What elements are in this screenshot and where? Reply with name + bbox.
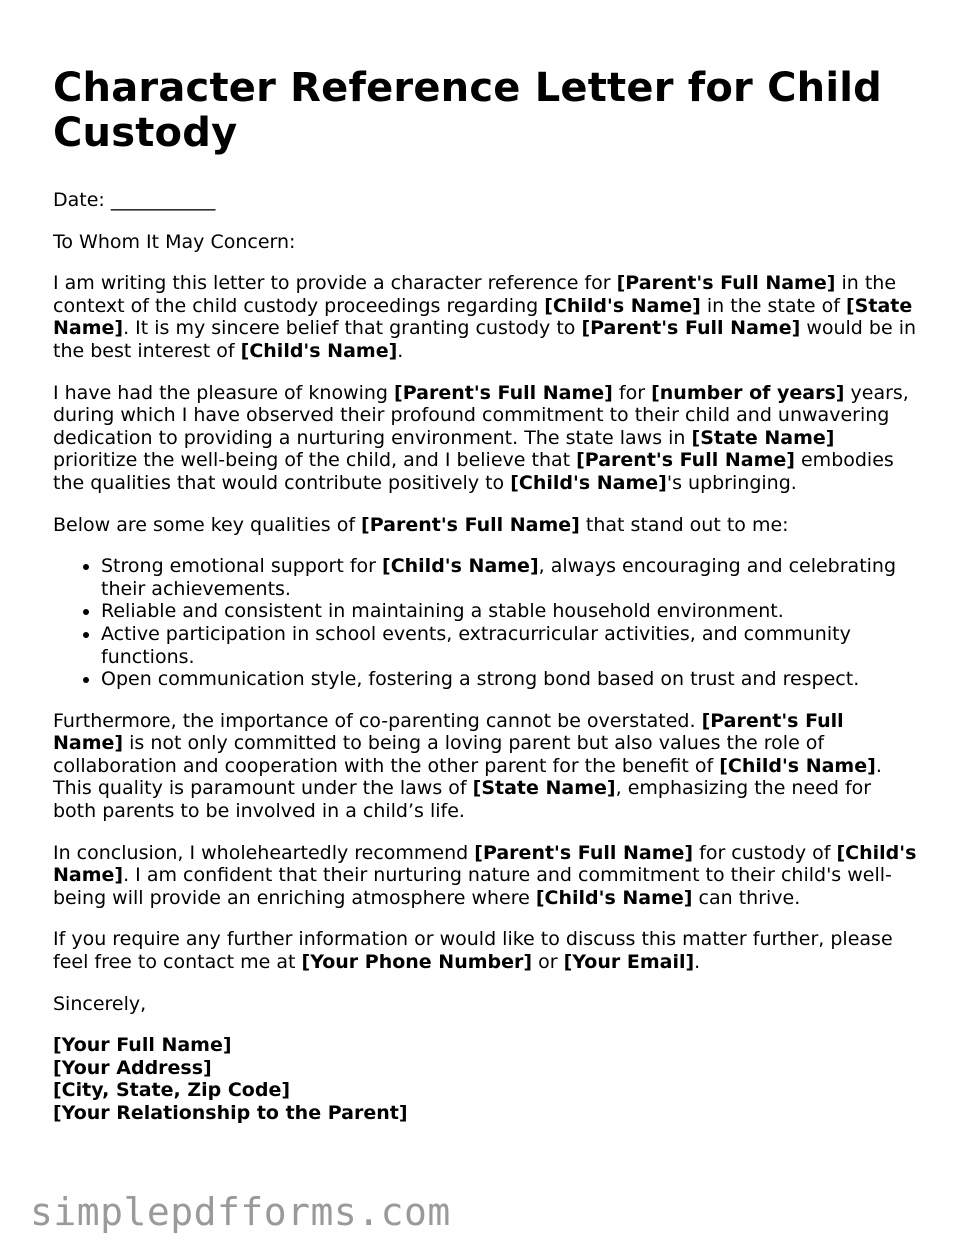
page-title: Character Reference Letter for Child Custody (53, 65, 882, 156)
placeholder-state-name: [State Name] (53, 294, 913, 340)
qualities-intro: Below are some key qualities of [Parent's Full Name] that stand out to me: (53, 513, 789, 536)
list-item: • Active participation in school events, extracurricular activities, and community functions. (101, 623, 918, 668)
salutation: To Whom It May Concern: (53, 230, 296, 253)
placeholder-parent-name: [Parent's Full Name] (474, 841, 694, 864)
placeholder-email: [Your Email] (563, 951, 695, 974)
placeholder-parent-name: [Parent's Full Name] (616, 272, 836, 295)
watermark: simplepdfforms.com (30, 1190, 451, 1234)
signature-relationship: [Your Relationship to the Parent] (53, 1102, 408, 1124)
placeholder-state-name: [State Name] (472, 777, 616, 800)
placeholder-child-name: [Child's Name] (510, 471, 667, 494)
relationship-paragraph: I have had the pleasure of knowing [Parent's Full Name] for [number of years] years, during which I have observed their profound commitment to their child and unwavering dedication to providing a nurturing environment. The state laws in [State Name] prioritize the well-being of the child, and I believe that [Parent's Full Name] embodies the qualities that would contribute positively to [Child's Name]'s upbringing. (53, 381, 909, 494)
contact-paragraph: If you require any further information or would like to discuss this matter further, please feel free to contact me at [Your Phone Number] or [Your Email]. (53, 928, 893, 974)
closing: Sincerely, (53, 992, 147, 1015)
placeholder-child-name: [Child's Name] (544, 294, 701, 317)
intro-paragraph: I am writing this letter to provide a character reference for [Parent's Full Name] in the context of the child custody proceedings regarding [Child's Name] in the state of [State Name]. It is my sincere belief that granting custody to [Parent's Full Name] would be in the best interest of [Child's Name]. (53, 272, 917, 362)
placeholder-child-name: [Child's Name] (535, 886, 693, 909)
placeholder-parent-name: [Parent's Full Name] (394, 381, 613, 404)
date-line: Date: ___________ (53, 189, 216, 211)
signature-city-state-zip: [City, State, Zip Code] (53, 1079, 291, 1102)
placeholder-child-name: [Child's Name] (53, 841, 917, 887)
placeholder-parent-name: [Parent's Full Name] (53, 709, 844, 755)
placeholder-state-name: [State Name] (691, 426, 835, 449)
list-item: • Reliable and consistent in maintaining a stable household environment. (101, 600, 918, 623)
placeholder-child-name: [Child's Name] (719, 754, 876, 777)
signature-address: [Your Address] (53, 1056, 212, 1079)
placeholder-child-name: [Child's Name] (382, 555, 539, 578)
placeholder-parent-name: [Parent's Full Name] (581, 317, 801, 340)
list-item: • Strong emotional support for [Child's Name], always encouraging and celebrating their achievements. (101, 555, 918, 600)
placeholder-number-of-years: [number of years] (651, 381, 845, 404)
signature-block (53, 1034, 918, 1124)
coparenting-paragraph: Furthermore, the importance of co-parenting cannot be overstated. [Parent's Full Name] is not only committed to being a loving parent but also values the role of collaboration and cooperation with the other parent for the benefit of [Child's Name]. This quality is paramount under the laws of [State Name], emphasizing the need for both parents to be involved in a child’s life. (53, 709, 882, 823)
placeholder-phone: [Your Phone Number] (301, 951, 533, 974)
placeholder-child-name: [Child's Name] (240, 339, 398, 362)
placeholder-parent-name: [Parent's Full Name] (361, 513, 580, 536)
letter-page (53, 66, 918, 1125)
signature-full-name: [Your Full Name] (53, 1034, 232, 1057)
conclusion-paragraph: In conclusion, I wholeheartedly recommend [Parent's Full Name] for custody of [Child's Name]. I am confident that their nurturing nature and commitment to their child's well-being will provide an enriching atmosphere where [Child's Name] can thrive. (53, 841, 917, 909)
qualities-list (53, 555, 918, 691)
placeholder-parent-name: [Parent's Full Name] (576, 449, 795, 472)
list-item: • Open communication style, fostering a strong bond based on trust and respect. (101, 668, 918, 691)
